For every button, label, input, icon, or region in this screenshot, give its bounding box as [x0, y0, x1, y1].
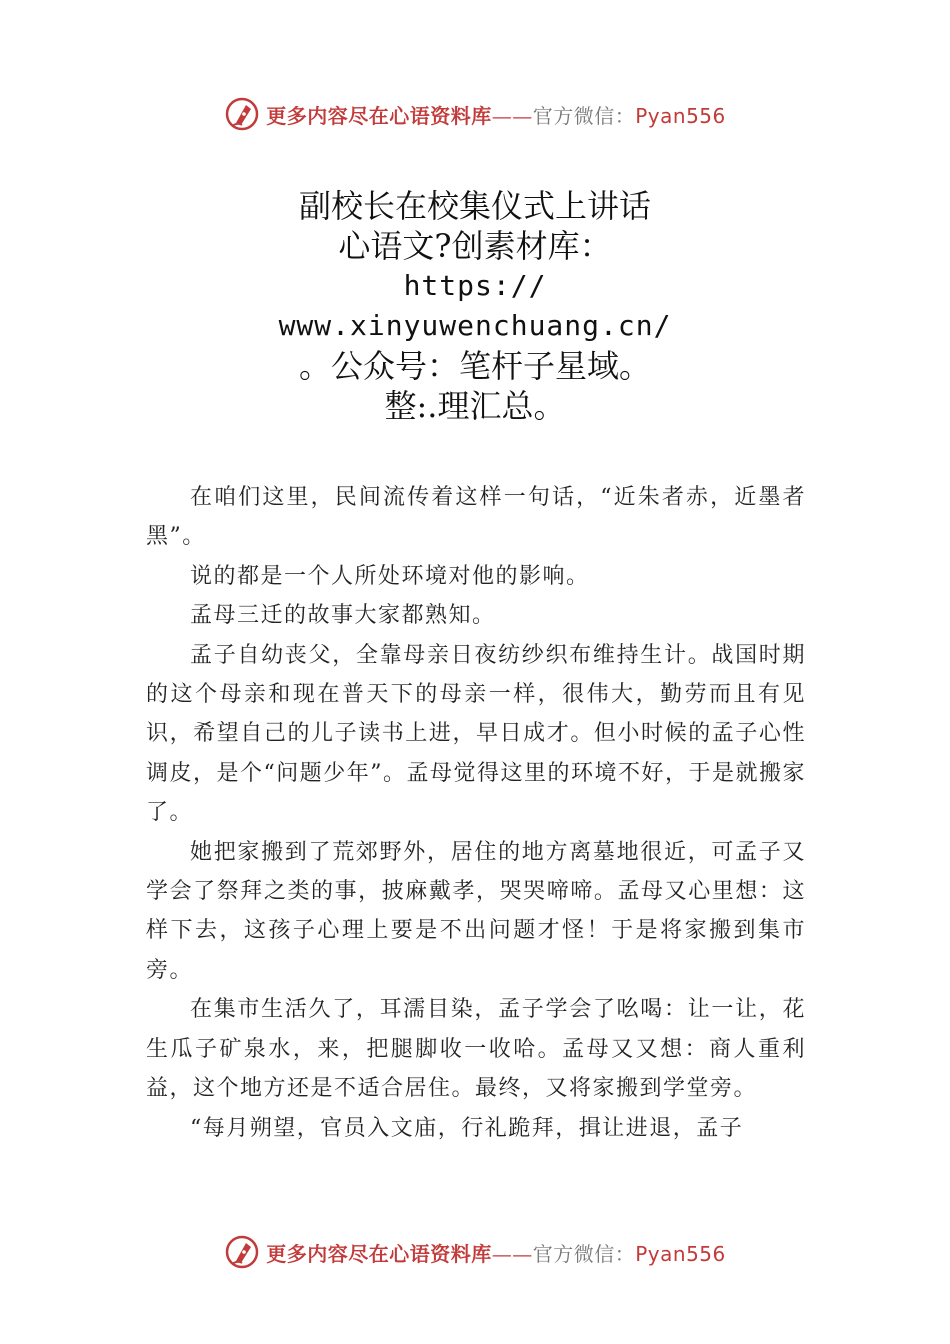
footer-dash: ——	[491, 1241, 533, 1266]
paragraph-4: 孟子自幼丧父，全靠母亲日夜纺纱织布维持生计。战国时期的这个母亲和现在普天下的母亲一样，很伟大，勤劳而且有见识，希望自己的儿子读书上进，早日成才。但小时候的孟子心性调皮，是个“问题少年”。孟母觉得这里的环境不好，于是就搬家了。	[146, 642, 806, 826]
title-line-5: 。公众号：笔杆子星域。	[298, 347, 651, 385]
paragraph-1: 在咱们这里，民间流传着这样一句话，“近朱者赤，近墨者黑”。	[146, 485, 806, 550]
document-body	[146, 478, 806, 1148]
paragraph-2: 说的都是一个人所处环境对他的影响。	[190, 563, 590, 589]
title-line-1: 副校长在校集仪式上讲话	[298, 187, 651, 225]
paragraph-7: “每月朔望，官员入文庙，行礼跪拜，揖让进退，孟子	[190, 1115, 744, 1141]
footer-banner	[0, 1232, 950, 1272]
footer-brand-text: 更多内容尽在心语资料库	[266, 1241, 492, 1266]
paragraph-5: 她把家搬到了荒郊野外，居住的地方离墓地很近，可孟子又学会了祭拜之类的事，披麻戴孝，哭哭啼啼。孟母又心里想：这样下去，这孩子心理上要是不出问题才怪！于是将家搬到集市旁。	[146, 839, 806, 983]
title-line-6: 整:.理汇总。	[384, 387, 566, 425]
footer-wechat-label: 官方微信：	[532, 1241, 636, 1266]
title-line-3: https://	[403, 269, 547, 302]
header-banner	[0, 94, 950, 134]
document-title	[150, 186, 800, 426]
paragraph-3: 孟母三迁的故事大家都熟知。	[190, 603, 496, 629]
pen-nib-logo-icon	[224, 1234, 260, 1270]
banner-brand-text: 更多内容尽在心语资料库	[266, 103, 492, 128]
pen-nib-logo-icon	[224, 96, 260, 132]
paragraph-6: 在集市生活久了，耳濡目染，孟子学会了吆喝：让一让，花生瓜子矿泉水，来，把腿脚收一收哈。孟母又又想：商人重利益，这个地方还是不适合居住。最终，又将家搬到学堂旁。	[146, 997, 806, 1102]
banner-dash: ——	[491, 103, 533, 128]
footer-wechat-id: Pyan556	[635, 1241, 726, 1266]
banner-wechat-label: 官方微信：	[532, 103, 636, 128]
title-line-4: www.xinyuwenchuang.cn/	[278, 309, 672, 342]
banner-wechat-id: Pyan556	[635, 103, 726, 128]
title-line-2: 心语文?创素材库：	[338, 227, 612, 265]
